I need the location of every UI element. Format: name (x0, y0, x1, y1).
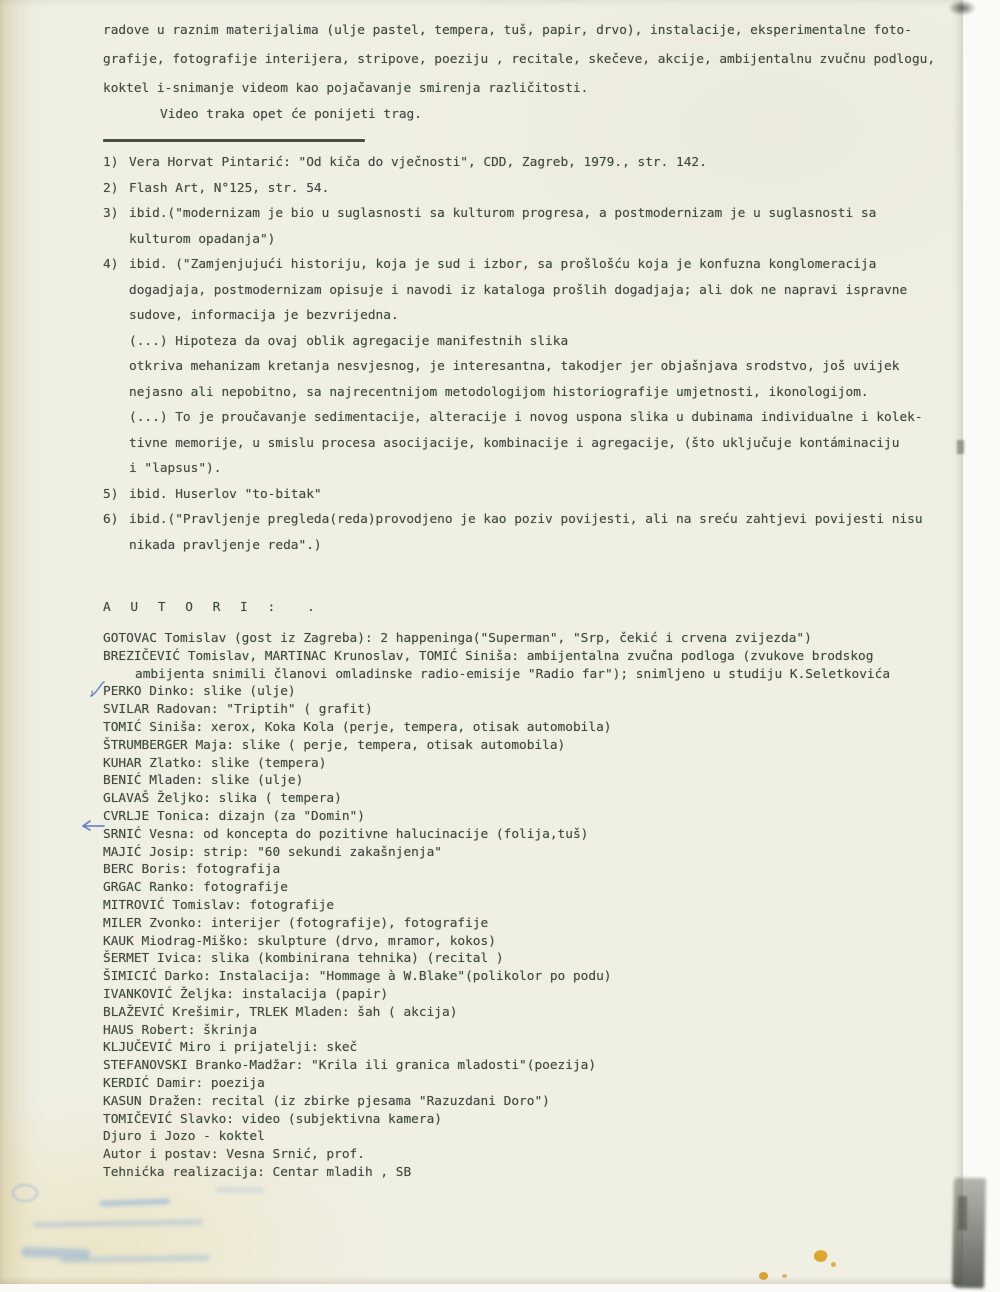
footnote-line: ibid.("modernizam je bio u suglasnosti sa kulturom progresa, a postmodernizam je u suglasnosti sa (129, 206, 877, 221)
footnote (103, 176, 913, 202)
author-line: SVILAR Radovan: "Triptih" ( grafit) (103, 702, 373, 718)
author-line: KUHAR Zlatko: slike (tempera) (103, 755, 327, 771)
paper-stain (782, 1274, 787, 1278)
author-line: GLAVAŠ Željko: slika ( tempera) (103, 791, 342, 807)
footnote-line: nikada pravljenje reda".) (129, 537, 322, 553)
author-line: Autor i postav: Vesna Srnić, prof. (103, 1147, 365, 1163)
author-line: TOMIČEVIĆ Slavko: video (subjektivna kamera) (103, 1111, 442, 1127)
footnote-line: i "lapsus"). (129, 461, 222, 476)
author-line: ŠIMICIĆ Darko: Instalacija: "Hommage à W.Blake"(polikolor po podu) (103, 969, 612, 985)
stray-dot: . (307, 600, 315, 615)
author-line: HAUS Robert: škrinja (103, 1022, 258, 1038)
author-line: MILER Zvonko: interijer (fotografije), fotografije (103, 915, 489, 931)
footnote-number: 5) (103, 486, 119, 502)
footnotes-section (103, 150, 923, 558)
footnote-line: dogadjaja, postmodernizam opisuje i navodi iz kataloga prošlih dogadjaja; ali dok ne napravi ispravne (129, 282, 908, 298)
paper-stain (759, 1272, 768, 1280)
scan-edge-artifact (952, 1178, 986, 1289)
author-line: ŠERMET Ivica: slika (kombinirana tehnika) (recital ) (103, 951, 504, 967)
authors-heading-text: A U T O R I : (103, 600, 282, 615)
intro-line: koktel i-snimanje videom kao pojačavanje smirenja različitosti. (103, 81, 589, 96)
scan-edge-artifact (957, 440, 964, 454)
footnote (103, 201, 913, 252)
ink-bleed-mark (33, 1220, 203, 1228)
author-line: KERDIĆ Damir: poezija (103, 1075, 265, 1091)
footnote-number: 1) (103, 155, 119, 170)
author-line: KAUK Miodrag-Miško: skulpture (drvo, mramor, kokos) (103, 933, 496, 949)
footnote-body (129, 150, 707, 176)
footnote (103, 482, 913, 508)
author-line: KLJUČEVIĆ Miro i prijatelji: skeč (103, 1040, 358, 1056)
author-line-continuation: ambijenta snimili članovi omladinske radio-emisije "Radio far"); snimljeno u studiju K.Seletkovića (135, 666, 891, 682)
footnote-body (129, 201, 876, 252)
scan-edge-artifact (958, 1196, 967, 1230)
footnote (103, 150, 913, 176)
ink-bleed-mark (60, 1255, 210, 1264)
pen-left-arrow-icon (80, 818, 106, 834)
footnote-line: Vera Horvat Pintarić: "Od kiča do vječnosti", CDD, Zagreb, 1979., str. 142. (129, 155, 707, 170)
scan-edge-artifact (948, 0, 976, 16)
pen-checkmark-icon (88, 680, 110, 700)
paper-stain (831, 1262, 836, 1267)
author-line: ŠTRUMBERGER Maja: slike ( perje, tempera, otisak automobila) (103, 737, 566, 753)
footnote-line: sudove, informacija je bezvrijedna. (129, 308, 399, 323)
footnote-body (129, 507, 923, 558)
footnote-line: Flash Art, N°125, str. 54. (129, 180, 330, 196)
footnote-line: (...) Hipoteza da ovaj oblik agregacije manifestnih slika (129, 333, 569, 349)
footnote-line: nejasno ali nepobitno, sa najrecentnijom metodologijom historiografije umjetnosti, ikonologijom. (129, 384, 869, 400)
typewritten-content (103, 16, 936, 1182)
footnote-line: ibid. ("Zamjenjujući historiju, koja je sud i izbor, sa prošlošću koja je konfuzna konglomeracija (129, 257, 877, 272)
footnote-separator-rule (103, 139, 365, 142)
author-line: IVANKOVIĆ Željka: instalacija (papir) (103, 986, 389, 1002)
footnote-body (129, 176, 329, 202)
footnote-number: 2) (103, 180, 119, 196)
author-line: GRGAC Ranko: fotografije (103, 880, 288, 896)
intro-line: grafije, fotografije interijera, stripove, poeziju , recitale, skečeve, akcije, ambijentalnu zvučnu podlogu, (103, 52, 936, 67)
footnote-number: 4) (103, 257, 119, 272)
author-line: BERC Boris: fotografija (103, 862, 281, 878)
intro-line-indented: Video traka opet će ponijeti trag. (160, 107, 422, 122)
footnote-body (129, 252, 923, 482)
author-line: BLAŽEVIĆ Krešimir, TRLEK Mladen: šah ( akcija) (103, 1004, 458, 1020)
intro-line: radove u raznim materijalima (ulje pastel, tempera, tuš, papir, drvo), instalacije, eksperimentalne foto- (103, 23, 912, 38)
authors-list (103, 630, 913, 1182)
ink-bleed-mark (100, 1199, 170, 1206)
footnote-line: (...) To je proučavanje sedimentacije, alteracije i novog uspona slika u dubinama individualne i kolek- (129, 410, 923, 425)
author-line: Tehnićka realizacija: Centar mladih , SB (103, 1164, 412, 1180)
author-line: Djuro i Jozo - koktel (103, 1129, 265, 1145)
ink-bleed-mark (216, 1188, 264, 1192)
author-line: MITROVIĆ Tomislav: fotografije (103, 897, 335, 913)
author-line: STEFANOVSKI Branko-Madžar: "Krila ili granica mladosti"(poezija) (103, 1058, 597, 1074)
author-line: BREZIČEVIĆ Tomislav, MARTINAC Krunoslav, TOMIĆ Siniša: ambijentalna zvučna podloga (zvukove brodskog (103, 648, 874, 664)
author-line: GOTOVAC Tomislav (gost iz Zagreba): 2 happeninga("Superman", "Srp, čekić i crvena zvijezda") (103, 631, 812, 646)
authors-heading (103, 598, 913, 617)
footnote (103, 507, 923, 558)
author-line: MAJIĆ Josip: strip: "60 sekundi zakašnjenja" (103, 844, 442, 860)
ink-bleed-swirl (12, 1184, 38, 1202)
footnote-line: tivne memorije, u smislu procesa asocijacije, kombinacije i agregacije, (što uključuje kontáminaciju (129, 435, 900, 451)
footnote-line: ibid.("Pravljenje pregleda(reda)provodjeno je kao poziv povijesti, ali na sreću zahtjevi povijesti nisu (129, 512, 923, 527)
footnote-number: 3) (103, 206, 119, 221)
paper-stain (812, 1248, 828, 1264)
author-line: KASUN Dražen: recital (iz zbirke pjesama "Razuzdani Doro") (103, 1093, 550, 1109)
author-line: CVRLJE Tonica: dizajn (za "Domin") (103, 808, 365, 824)
footnote-line: kulturom opadanja") (129, 231, 276, 247)
footnote-body (129, 482, 322, 508)
footnote-number: 6) (103, 512, 119, 527)
author-line: BENIĆ Mladen: slike (ulje) (103, 773, 304, 789)
footnote-line: otkriva mehanizam kretanja nesvjesnog, je interesantna, takodjer jer objašnjava srodstvo, još uvijek (129, 359, 900, 374)
author-line: SRNIĆ Vesna: od koncepta do pozitivne halucinacije (folija,tuš) (103, 826, 589, 842)
footnote-line: ibid. Huserlov "to-bitak" (129, 486, 322, 502)
footnote (103, 252, 923, 482)
author-line: PERKO Dinko: slike (ulje) (103, 684, 296, 700)
author-line: TOMIĆ Siniša: xerox, Koka Kola (perje, tempera, otisak automobila) (103, 719, 612, 735)
intro-paragraph (103, 16, 936, 127)
